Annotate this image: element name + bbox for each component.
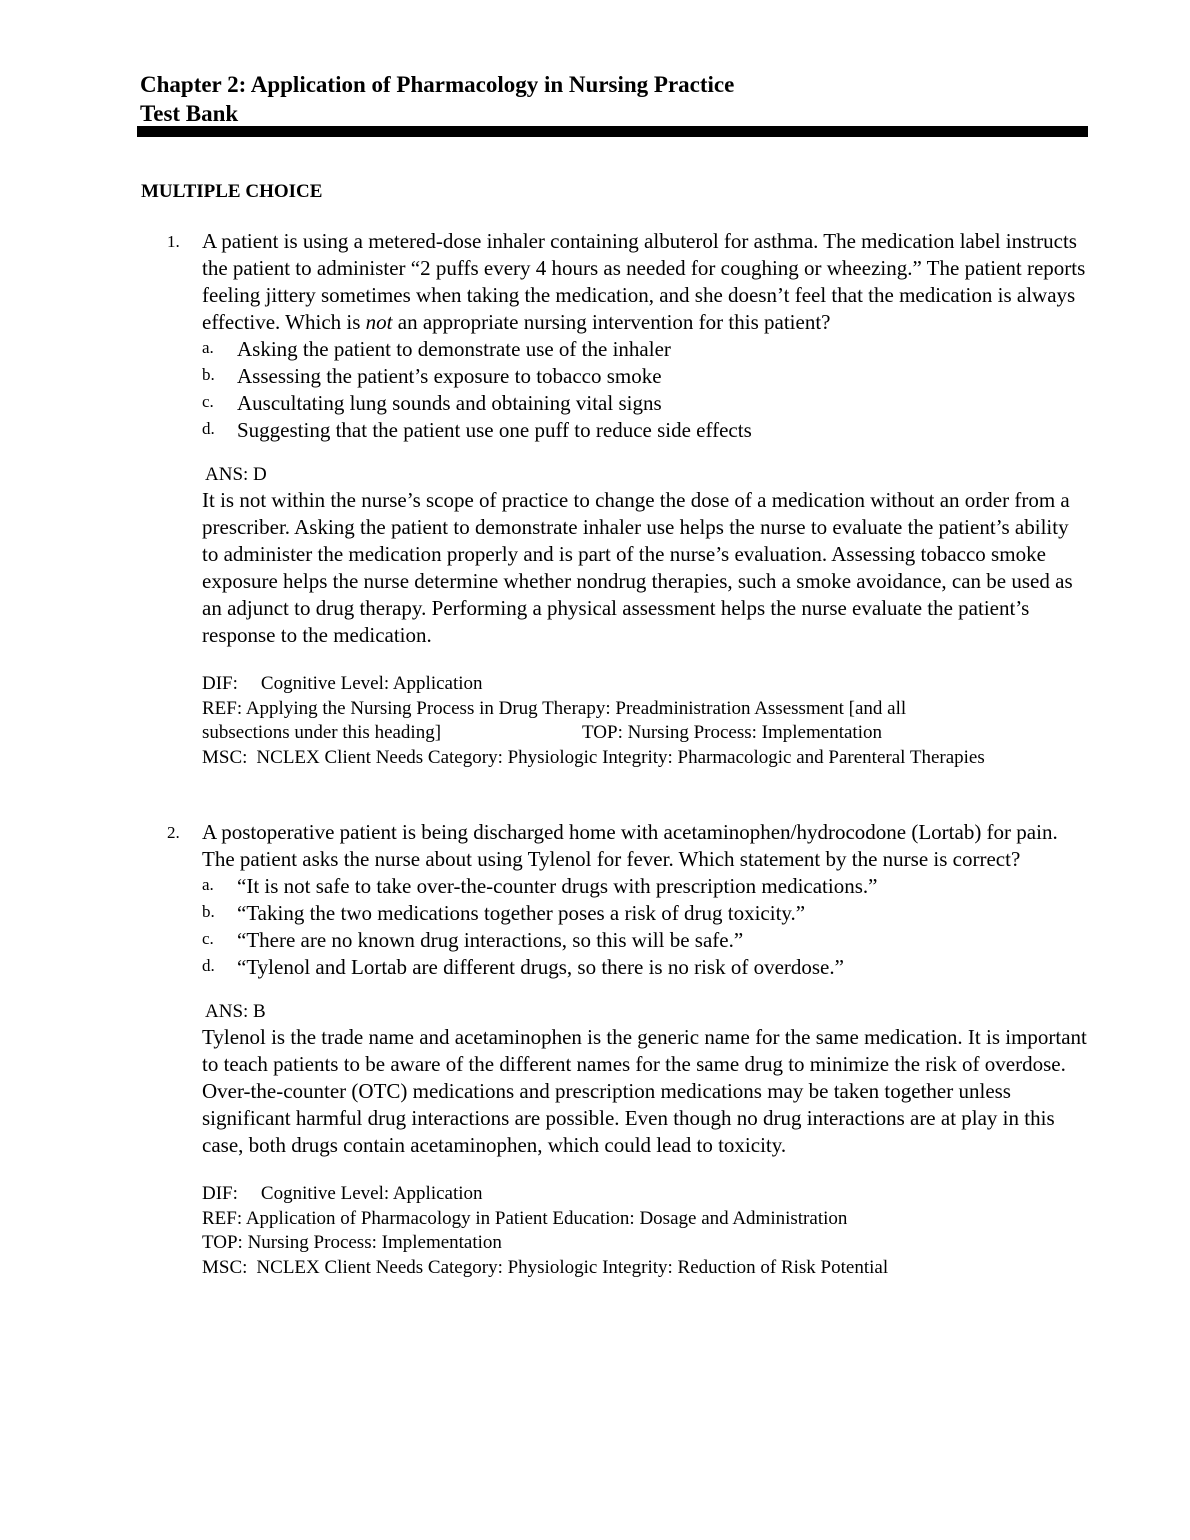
answer-option-a [202,873,1088,900]
option-letter: b. [202,365,215,384]
topic: TOP: Nursing Process: Implementation [582,722,882,743]
test-bank-subtitle: Test Bank [140,101,239,126]
answer-rationale: It is not within the nurse’s scope of practice to change the dose of a medication without an order from a prescriber. Asking the patient to demonstrate inhaler use helps the nurse to evaluate the patient’s ability to administer the medication properly and is part of the nurse’s evaluation. Assessing tobacco smoke exposure helps the nurse determine whether nondrug therapies, such a smoke avoidance, can be used as an adjunct to drug therapy. Performing a physical assessment helps the nurse evaluate the patient’s response to the medication. [202,488,1073,647]
question-1 [167,228,1088,770]
chapter-title: Chapter 2: Application of Pharmacology in Nursing Practice [140,72,735,97]
reference-continued: subsections under this heading] [202,722,442,743]
difficulty-line [202,672,1088,697]
option-text: “It is not safe to take over-the-counter drugs with prescription medications.” [237,874,878,898]
option-letter: b. [202,902,215,921]
reference-line: REF: Applying the Nursing Process in Drug Therapy: Preadministration Assessment [and all [202,697,907,719]
question-stem-start: A patient is using a metered-dose inhaler containing albuterol for asthma. The medication label instructs the patient to administer “2 puffs every 4 hours as needed for coughing or wheezing.” The patient reports feeling jittery sometimes when taking the medication, and she doesn’t feel that the medication is always effective. Which is [202,229,1086,334]
dif-value: Cognitive Level: Application [260,1183,483,1204]
option-text: Suggesting that the patient use one puff to reduce side effects [237,418,752,442]
answer-option-c [202,390,1088,417]
dif-value: Cognitive Level: Application [260,673,483,694]
question-stem-end: an appropriate nursing intervention for this patient? [392,310,831,334]
question-metadata [202,1182,1088,1280]
section-heading: MULTIPLE CHOICE [141,181,323,202]
answer-option-d [202,954,1088,981]
answer-option-b [202,363,1088,390]
answer-options [202,873,1088,981]
answer-option-c [202,927,1088,954]
option-letter: d. [202,419,215,438]
msc-line [202,746,1088,771]
option-text: “Tylenol and Lortab are different drugs, so there is no risk of overdose.” [237,955,844,979]
option-text: “Taking the two medications together poses a risk of drug toxicity.” [237,901,806,925]
answer-option-d [202,417,1088,444]
question-stem: A postoperative patient is being discharged home with acetaminophen/hydrocodone (Lortab) for pain. The patient asks the nurse about using Tylenol for fever. Which statement by the nurse is correct? [202,820,1058,871]
answer-option-b [202,900,1088,927]
difficulty-line [202,1182,1088,1207]
reference-line: REF: Application of Pharmacology in Patient Education: Dosage and Administration [202,1207,848,1229]
question-2 [167,819,1088,1280]
option-text: “There are no known drug interactions, so this will be safe.” [237,928,744,952]
option-letter: a. [202,875,214,894]
dif-label: DIF: [202,673,238,694]
option-letter: a. [202,338,214,357]
msc-value: NCLEX Client Needs Category: Physiologic Integrity: Reduction of Risk Potential [256,1256,889,1278]
answer-rationale: Tylenol is the trade name and acetaminophen is the generic name for the same medication. It is important to teach patients to be aware of the different names for the same drug to minimize the risk of overdose. Over-the-counter (OTC) medications and prescription medications may be taken together unless significant harmful drug interactions are possible. Even though no drug interactions are at play in this case, both drugs contain acetaminophen, which could lead to toxicity. [202,1025,1087,1157]
answer-option-a [202,336,1088,363]
msc-line [202,1256,1088,1281]
option-text: Asking the patient to demonstrate use of the inhaler [237,337,671,361]
question-metadata [202,672,1088,770]
answer-key: ANS: D [205,464,267,485]
msc-label: MSC: [202,1256,248,1278]
question-number: 1. [167,232,180,251]
question-stem [202,228,1088,336]
option-text: Assessing the patient’s exposure to tobacco smoke [237,364,662,388]
dif-label: DIF: [202,1183,238,1204]
topic-line: TOP: Nursing Process: Implementation [202,1232,502,1253]
msc-label: MSC: [202,746,248,768]
option-text: Auscultating lung sounds and obtaining vital signs [237,391,662,415]
answer-key: ANS: B [205,1001,266,1022]
reference-topic-line [202,721,1088,746]
answer-options [202,336,1088,444]
option-letter: c. [202,929,214,948]
option-letter: d. [202,956,215,975]
question-number: 2. [167,823,180,842]
option-letter: c. [202,392,214,411]
question-stem-emphasis: not [365,310,393,334]
title-rule-divider [137,126,1088,137]
msc-value: NCLEX Client Needs Category: Physiologic Integrity: Pharmacologic and Parenteral Therapies [256,746,985,768]
